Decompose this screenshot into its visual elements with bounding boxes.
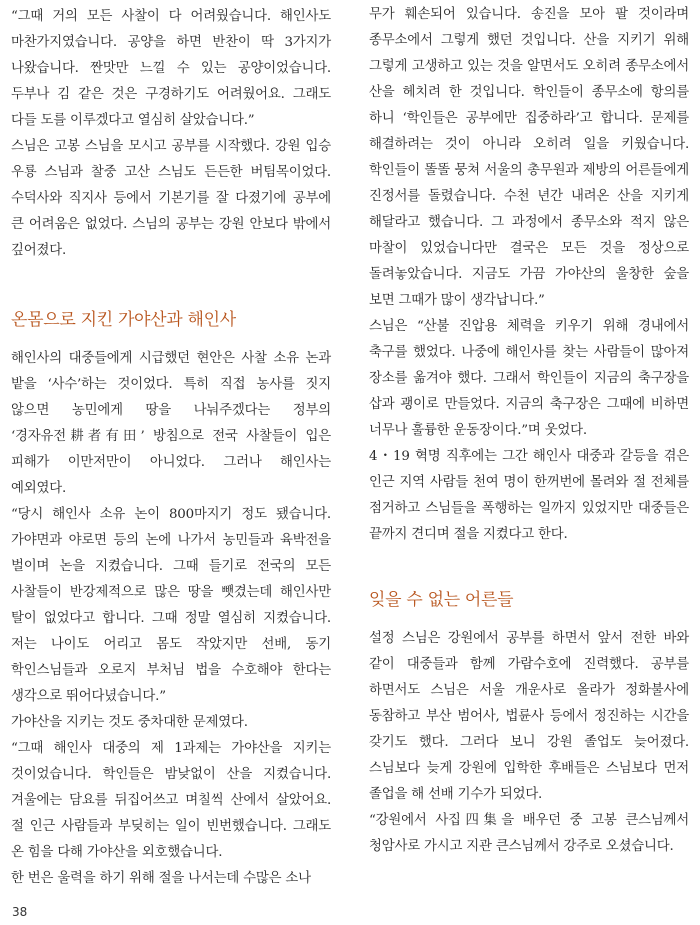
body-paragraph: 스님은 고봉 스님을 모시고 공부를 시작했다. 강원 입승 우룡 스님과 찰중 고산 스님도 든든한 버팀목이었다. 수덕사와 직지사 등에서 기본기를 잘 다졌기에 공부에 큰 어려움은 없었다. 스님의 공부는 강원 안보다 밖에서 깊어졌다.	[11, 139, 331, 258]
body-paragraph: “강원에서 사집四集을 배우던 중 고봉 큰스님께서 청암사로 가시고 지관 큰스님께서 강주로 오셨습니다.	[369, 813, 689, 854]
right-column	[369, 0, 689, 860]
body-paragraph: “당시 해인사 소유 논이 800마지기 정도 됐습니다. 가야면과 야로면 등의 논에 나가서 농민들과 육박전을 벌이며 논을 지켰습니다. 그때 들기로 전국의 모든 사찰들이 반강제적으로 많은 땅을 뺏겼는데 해인사만 탈이 없었다고 합니다. 그때 정말 열심히 지켰습니다. 저는 나이도 어리고 몸도 작았지만 선배, 동기 학인스님들과 오로지 부처님 법을 수호해야 한다는 생각으로 뛰어다녔습니다.”	[11, 507, 331, 704]
page-number: 38	[12, 905, 28, 919]
body-paragraph: 해인사의 대중들에게 시급했던 현안은 사찰 소유 논과 밭을 ‘사수’하는 것이었다. 특히 직접 농사를 짓지 않으면 농민에게 땅을 나눠주겠다는 정부의 ‘경자유전耕者有田’ 방침으로 전국 사찰들이 입은 피해가 이만저만이 아니었다. 그러나 해인사는 예외였다.	[11, 351, 331, 496]
body-paragraph: 4・19 혁명 직후에는 그간 해인사 대중과 갈등을 겪은 인근 지역 사람들 천여 명이 한꺼번에 몰려와 절 전체를 점거하고 스님들을 폭행하는 일까지 있었지만 대중들은 끝까지 견디며 절을 지켰다고 한다.	[369, 449, 689, 542]
body-paragraph: 무가 훼손되어 있습니다. 송진을 모아 팔 것이라며 종무소에서 그렇게 했던 것입니다. 산을 지키기 위해 그렇게 고생하고 있는 것을 알면서도 오히려 종무소에서 산을 헤치려 한 것입니다. 학인들이 종무소에 항의를 하니 ‘학인들은 공부에만 집중하라’고 합니다. 문제를 해결하려는 것이 아니라 오히려 일을 키웠습니다. 학인들이 똘똘 뭉쳐 서울의 총무원과 제방의 어른들에게 진정서를 돌렸습니다. 수천 년간 내려온 산을 지키게 해달라고 했습니다. 그 과정에서 종무소와 적지 않은 마찰이 있었습니다만 결국은 모든 것을 정상으로 돌려놓았습니다. 지금도 가끔 가야산의 울창한 숲을 보면 그때가 많이 생각납니다.”	[369, 7, 689, 308]
body-paragraph: 스님은 “산불 진압용 체력을 키우기 위해 경내에서 축구를 했었다. 나중에 해인사를 찾는 사람들이 많아져 장소를 옮겨야 했다. 그래서 학인들이 지금의 축구장을 삽과 괭이로 만들었다. 지금의 축구장은 그때에 비하면 너무나 훌륭한 운동장이다.”며 웃었다.	[369, 319, 689, 438]
body-paragraph: 가야산을 지키는 것도 중차대한 문제였다.	[11, 715, 248, 730]
section-heading-gaya-mountain: 온몸으로 지킨 가야산과 해인사	[11, 310, 236, 330]
body-paragraph: “그때 해인사 대중의 제 1과제는 가야산을 지키는 것이었습니다. 학인들은 밤낮없이 산을 지켰습니다. 겨울에는 담요를 뒤집어쓰고 며칠씩 산에서 살았어요. 절 인근 사람들과 부딪히는 일이 빈번했습니다. 그래도 온 힘을 다해 가야산을 외호했습니다.	[11, 741, 331, 860]
body-paragraph: “그때 거의 모든 사찰이 다 어려웠습니다. 해인사도 마찬가지였습니다. 공양을 하면 반찬이 딱 3가지가 나왔습니다. 짠맛만 느낄 수 있는 공양이었습니다. 두부나 김 같은 것은 구경하기도 어려웠어요. 그래도 다들 도를 이루겠다고 열심히 살았습니다.”	[11, 9, 331, 128]
left-column	[11, 0, 331, 892]
section-heading-unforgettable-elders: 잊을 수 없는 어른들	[369, 590, 514, 610]
body-paragraph: 설정 스님은 강원에서 공부를 하면서 앞서 전한 바와 같이 대중들과 함께 가람수호에 진력했다. 공부를 하면서도 스님은 서울 개운사로 올라가 정화불사에 동참하고 부산 범어사, 법륜사 등에서 정진하는 시간을 갖기도 했다. 그러다 보니 강원 졸업도 늦어졌다. 스님보다 늦게 강원에 입학한 후배들은 스님보다 먼저 졸업을 해 선배 기수가 되었다.	[369, 631, 689, 802]
body-paragraph: 한 번은 울력을 하기 위해 절을 나서는데 수많은 소나	[11, 871, 311, 886]
